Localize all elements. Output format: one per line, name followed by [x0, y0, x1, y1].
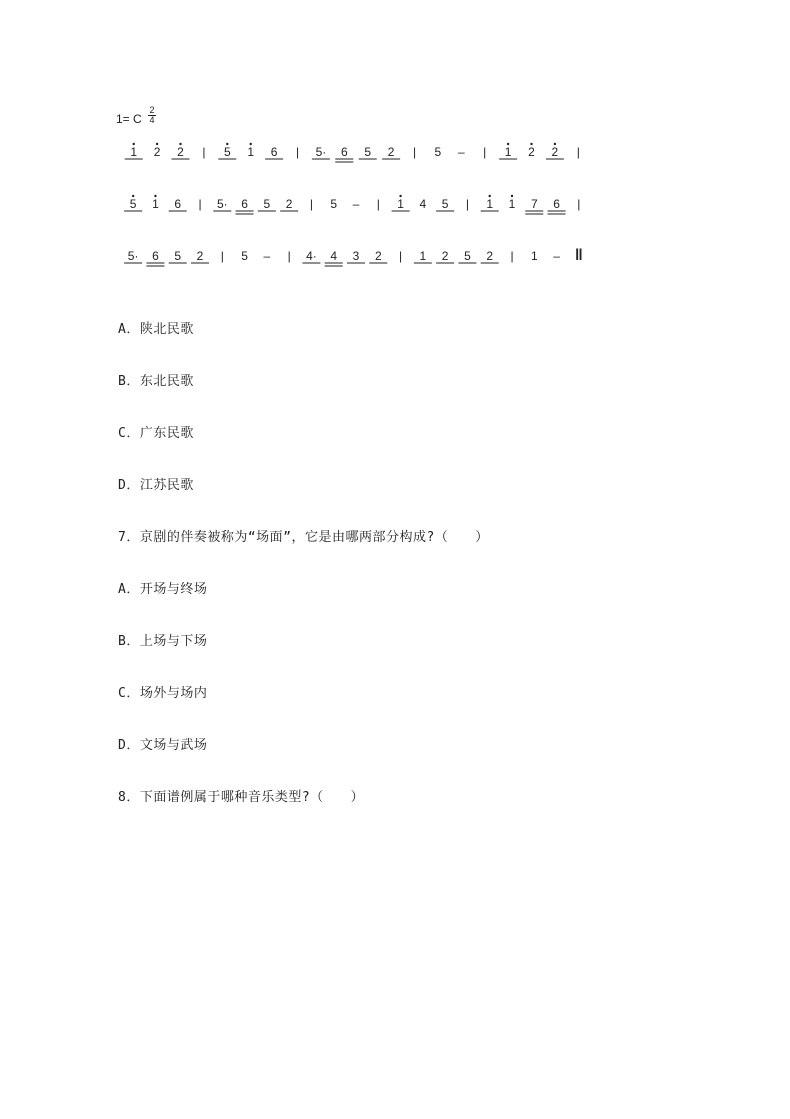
score-note: [247, 143, 254, 159]
score-note: [264, 249, 271, 263]
score-note: [302, 249, 320, 263]
score-note: [347, 249, 365, 263]
score-note: [191, 249, 209, 263]
score-note: [265, 145, 283, 159]
score-symbol: 2: [285, 197, 293, 211]
score-symbol: 5·: [216, 197, 228, 211]
score-symbol: |: [576, 145, 580, 159]
score-symbol: |: [465, 197, 469, 211]
score-symbol: 2: [387, 145, 395, 159]
octave-dot: [489, 195, 491, 197]
score-note: [481, 249, 499, 263]
score-symbol: 1: [419, 249, 427, 263]
score-note: [525, 197, 543, 214]
score-note: [146, 249, 164, 266]
score-note: [124, 195, 142, 211]
score-note: [399, 249, 402, 263]
score-symbol: 1: [486, 197, 494, 211]
score-symbol: 2: [374, 249, 382, 263]
score-note: [382, 145, 400, 159]
score-note: [310, 197, 313, 211]
octave-dot: [399, 195, 401, 197]
score-note: [213, 197, 231, 211]
score-note: [359, 145, 377, 159]
score-symbol: 4: [419, 197, 427, 211]
score-note: [413, 145, 416, 159]
score-symbol: 5: [441, 197, 449, 211]
option-b-q6: B．东北民歌: [118, 374, 194, 389]
score-note: [236, 197, 254, 214]
score-note: [436, 249, 454, 263]
score-symbol: |: [287, 249, 291, 263]
score-symbol: 6: [152, 249, 159, 263]
score-symbol: –: [457, 145, 465, 159]
octave-dot: [226, 143, 228, 145]
score-note: [420, 197, 427, 211]
score-symbol: |: [309, 197, 313, 211]
key-signature: 1= C: [116, 112, 142, 126]
score-note: [125, 143, 143, 159]
score-note: [353, 197, 360, 211]
score-symbol: 2: [441, 249, 449, 263]
score-note: [483, 145, 486, 159]
jianpu-score: [116, 104, 596, 280]
score-note: [466, 197, 469, 211]
question-8: 8．下面谱例属于哪种音乐类型?（ ）: [118, 790, 365, 805]
octave-dot: [250, 143, 252, 145]
score-symbol: |: [220, 249, 224, 263]
score-note: [312, 145, 330, 159]
octave-dot: [554, 143, 556, 145]
score-symbol: 5·: [315, 145, 327, 159]
score-note: [510, 249, 513, 263]
score-note: [414, 249, 432, 263]
score-symbol: 6: [174, 197, 182, 211]
octave-dot: [507, 143, 509, 145]
score-symbol: 4·: [306, 249, 317, 263]
score-symbol: |: [198, 197, 202, 211]
score-note: [152, 195, 159, 211]
score-note: [296, 145, 299, 159]
score-symbol: 1: [247, 145, 255, 159]
question-7: 7．京剧的伴奏被称为“场面”，它是由哪两部分构成?（ ）: [118, 530, 489, 545]
score-note: [575, 247, 583, 264]
score-symbol: 5: [263, 197, 271, 211]
option-d-q7: D．文场与武场: [118, 738, 208, 753]
score-symbol: 5·: [127, 249, 139, 263]
score-note: [330, 197, 337, 211]
score-note: [531, 249, 538, 263]
score-note: [392, 195, 410, 211]
score-symbol: |: [412, 145, 417, 159]
score-symbol: 5: [223, 145, 231, 159]
score-note: [241, 249, 248, 263]
score-symbol: –: [553, 249, 560, 263]
score-note: [202, 145, 205, 159]
score-symbol: 1: [504, 145, 512, 159]
score-note: [288, 249, 291, 263]
option-a-q7: A．开场与终场: [118, 582, 208, 597]
option-d-q6: D．江苏民歌: [118, 478, 194, 493]
score-note: [258, 197, 276, 211]
score-note: [435, 145, 442, 159]
score-note: [172, 143, 190, 159]
score-note: [481, 195, 499, 211]
score-symbol: 5: [330, 197, 338, 211]
score-note: [458, 145, 465, 159]
score-symbol: |: [399, 249, 403, 263]
score-note: [369, 249, 387, 263]
score-note: [280, 197, 298, 211]
score-note: [154, 143, 161, 159]
score-note: [499, 143, 517, 159]
score-note: [221, 249, 224, 263]
score-symbol: 1: [530, 249, 538, 263]
score-note: [577, 145, 580, 159]
score-symbol: 1: [508, 197, 516, 211]
score-note: [198, 197, 201, 211]
score-symbol: 6: [553, 197, 560, 211]
score-symbol: |: [202, 145, 206, 159]
score-note: [528, 143, 535, 159]
score-symbol: 7: [530, 197, 538, 211]
score-symbol: 6: [241, 197, 248, 211]
octave-dot: [132, 195, 134, 197]
score-symbol: 6: [270, 145, 278, 159]
score-symbol: 2: [551, 145, 559, 159]
octave-dot: [156, 143, 158, 145]
score-note: [546, 143, 564, 159]
option-c-q6: C．广东民歌: [118, 426, 194, 441]
score-note: [577, 197, 580, 211]
score-symbol: 5: [174, 249, 182, 263]
score-note: [218, 143, 236, 159]
score-symbol: 2: [196, 249, 204, 263]
score-note: [169, 249, 187, 263]
score-symbol: –: [263, 249, 271, 263]
octave-dot: [530, 143, 532, 145]
score-symbol: 2: [528, 145, 535, 159]
score-symbol: 6: [340, 145, 348, 159]
score-note: [458, 249, 476, 263]
score-symbol: –: [352, 197, 360, 211]
score-note: [548, 197, 566, 214]
score-symbol: |: [510, 249, 514, 263]
score-symbol: 3: [352, 249, 360, 263]
score-symbol: 5: [129, 197, 137, 211]
octave-dot: [511, 195, 513, 197]
score-symbol: 1: [130, 145, 138, 159]
score-note: [436, 197, 454, 211]
score-symbol: 2: [486, 249, 494, 263]
octave-dot: [154, 195, 156, 197]
octave-dot: [133, 143, 135, 145]
score-note: [325, 249, 343, 266]
score-symbol: |: [376, 197, 380, 211]
score-symbol: |: [295, 145, 300, 159]
score-symbol: 2: [177, 145, 184, 159]
option-c-q7: C．场外与场内: [118, 686, 208, 701]
score-symbol: 5: [434, 145, 442, 159]
time-signature-top: 2: [149, 105, 155, 115]
score-note: [377, 197, 380, 211]
score-symbol: 1: [152, 197, 159, 211]
score-symbol: 1: [397, 197, 404, 211]
option-a-q6: A．陕北民歌: [118, 322, 194, 337]
score-note: [553, 249, 560, 263]
score-symbol: 5: [241, 249, 248, 263]
score-symbol: ‖: [574, 247, 583, 264]
score-symbol: |: [577, 197, 581, 211]
time-signature-bottom: 4: [149, 115, 155, 125]
option-b-q7: B．上场与下场: [118, 634, 208, 649]
score-symbol: 4: [330, 249, 338, 263]
score-symbol: 5: [464, 249, 471, 263]
score-note: [509, 195, 516, 211]
score-symbol: 5: [364, 145, 372, 159]
score-notation: [116, 104, 596, 280]
score-note: [124, 249, 142, 263]
score-note: [169, 197, 187, 211]
score-symbol: |: [483, 145, 487, 159]
score-symbol: 2: [153, 145, 161, 159]
octave-dot: [179, 143, 181, 145]
score-note: [335, 145, 353, 162]
